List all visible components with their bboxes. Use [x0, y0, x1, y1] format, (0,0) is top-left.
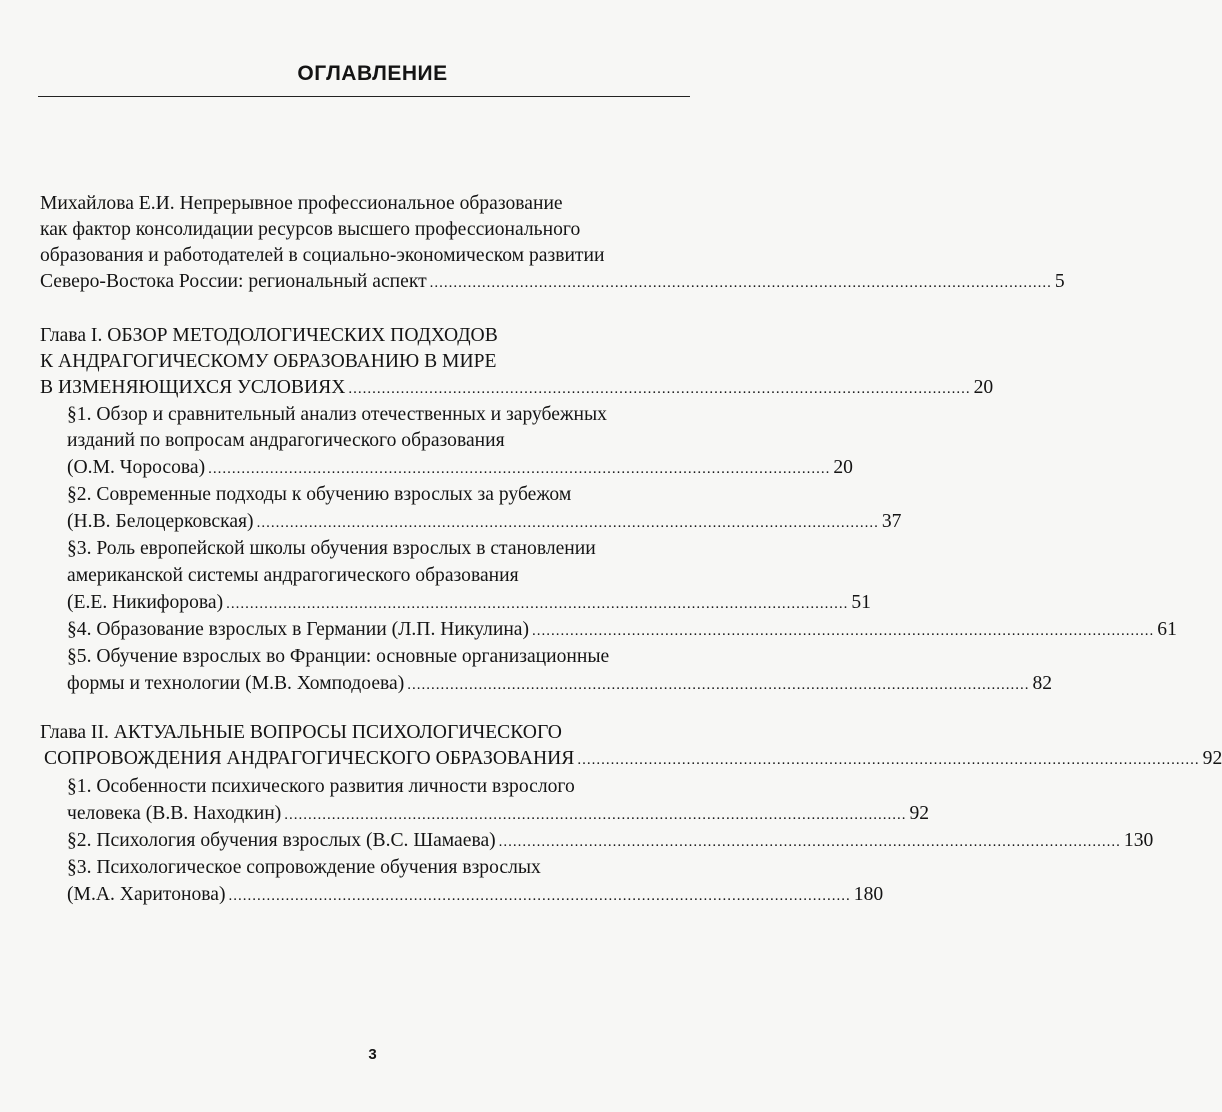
- page-number-ref: 82: [1032, 673, 1053, 694]
- ch1-s1-line-1: §1. Обзор и сравнительный анализ отечественных и зарубежных: [67, 404, 607, 425]
- page-title: ОГЛАВЛЕНИЕ: [297, 62, 448, 85]
- page-number-ref: 130: [1123, 830, 1154, 851]
- dot-leader: ...................................................................................................................................: [284, 807, 907, 823]
- page-number-ref: 61: [1157, 619, 1177, 640]
- dot-leader: ...................................................................................................................................: [348, 381, 971, 397]
- toc-entry-ch2-s2[interactable]: [67, 827, 1154, 856]
- chapter1-line-2: К АНДРАГОГИЧЕСКОМУ ОБРАЗОВАНИЮ В МИРЕ: [40, 351, 497, 372]
- ch2-s3-line-1: §3. Психологическое сопровождение обучения взрослых: [67, 857, 541, 878]
- dot-leader: ...................................................................................................................................: [577, 752, 1200, 768]
- toc-entry-ch1-s5[interactable]: [67, 670, 1053, 699]
- entry-text: (Н.В. Белоцерковская): [67, 511, 254, 532]
- dot-leader: ...................................................................................................................................: [226, 596, 849, 612]
- chapter1-line-1: Глава I. ОБЗОР МЕТОДОЛОГИЧЕСКИХ ПОДХОДОВ: [40, 325, 498, 346]
- intro-line-1: Михайлова Е.И. Непрерывное профессиональное образование: [40, 193, 563, 214]
- toc-entry-ch1-s4[interactable]: [67, 616, 1177, 645]
- toc-entry-chapter1[interactable]: [40, 374, 994, 403]
- ch1-s3-line-2: американской системы андрагогического образования: [67, 565, 519, 586]
- dot-leader: ...................................................................................................................................: [498, 834, 1121, 850]
- intro-line-2: как фактор консолидации ресурсов высшего профессионального: [40, 219, 581, 240]
- page-number-ref: 37: [881, 511, 902, 532]
- page-number: 3: [368, 1046, 377, 1063]
- toc-entry-ch1-s2[interactable]: [67, 508, 902, 537]
- entry-text: (Е.Е. Никифорова): [67, 592, 224, 613]
- page-number-ref: 5: [1054, 271, 1065, 292]
- ch1-s3-line-1: §3. Роль европейской школы обучения взрослых в становлении: [67, 538, 596, 559]
- entry-text: Северо-Востока России: региональный аспект: [40, 271, 427, 292]
- entry-text: §4. Образование взрослых в Германии (Л.П. Никулина): [67, 619, 530, 640]
- ch1-s1-line-2: изданий по вопросам андрагогического образования: [67, 430, 505, 451]
- toc-entry-ch1-s1[interactable]: [67, 454, 853, 483]
- page-number-ref: 92: [909, 803, 930, 824]
- dot-leader: ...................................................................................................................................: [429, 275, 1052, 291]
- ch2-s1-line-1: §1. Особенности психического развития личности взрослого: [67, 776, 575, 797]
- entry-text: СОПРОВОЖДЕНИЯ АНДРАГОГИЧЕСКОГО ОБРАЗОВАНИЯ: [44, 748, 575, 769]
- dot-leader: ...................................................................................................................................: [532, 623, 1155, 639]
- toc-entry-ch1-s3[interactable]: [67, 589, 871, 618]
- title-underline: [38, 96, 690, 97]
- toc-entry-ch2-s1[interactable]: [67, 800, 930, 829]
- dot-leader: ...................................................................................................................................: [407, 677, 1030, 693]
- chapter2-line-1: Глава II. АКТУАЛЬНЫЕ ВОПРОСЫ ПСИХОЛОГИЧЕСКОГО: [40, 722, 562, 743]
- page-number-ref: 20: [973, 377, 994, 398]
- entry-text: человека (В.В. Находкин): [67, 803, 282, 824]
- entry-text: В ИЗМЕНЯЮЩИХСЯ УСЛОВИЯХ: [40, 377, 346, 398]
- ch1-s2-line-1: §2. Современные подходы к обучению взрослых за рубежом: [67, 484, 572, 505]
- dot-leader: ...................................................................................................................................: [256, 515, 879, 531]
- page-number-ref: 180: [853, 884, 884, 905]
- entry-text: (О.М. Чоросова): [67, 457, 206, 478]
- page-number-ref: 92: [1202, 748, 1222, 769]
- entry-text: формы и технологии (М.В. Хомподоева): [67, 673, 405, 694]
- toc-entry-chapter2[interactable]: [44, 745, 1222, 774]
- dot-leader: ...................................................................................................................................: [208, 461, 831, 477]
- intro-line-3: образования и работодателей в социально-экономическом развитии: [40, 245, 605, 266]
- entry-text: §2. Психология обучения взрослых (В.С. Шамаева): [67, 830, 496, 851]
- entry-text: (М.А. Харитонова): [67, 884, 226, 905]
- toc-entry-ch2-s3[interactable]: [67, 881, 884, 910]
- toc-entry-intro[interactable]: [40, 268, 1065, 297]
- page-number-ref: 20: [833, 457, 853, 478]
- dot-leader: ...................................................................................................................................: [228, 888, 851, 904]
- page-number-ref: 51: [851, 592, 871, 613]
- ch1-s5-line-1: §5. Обучение взрослых во Франции: основные организационные: [67, 646, 610, 667]
